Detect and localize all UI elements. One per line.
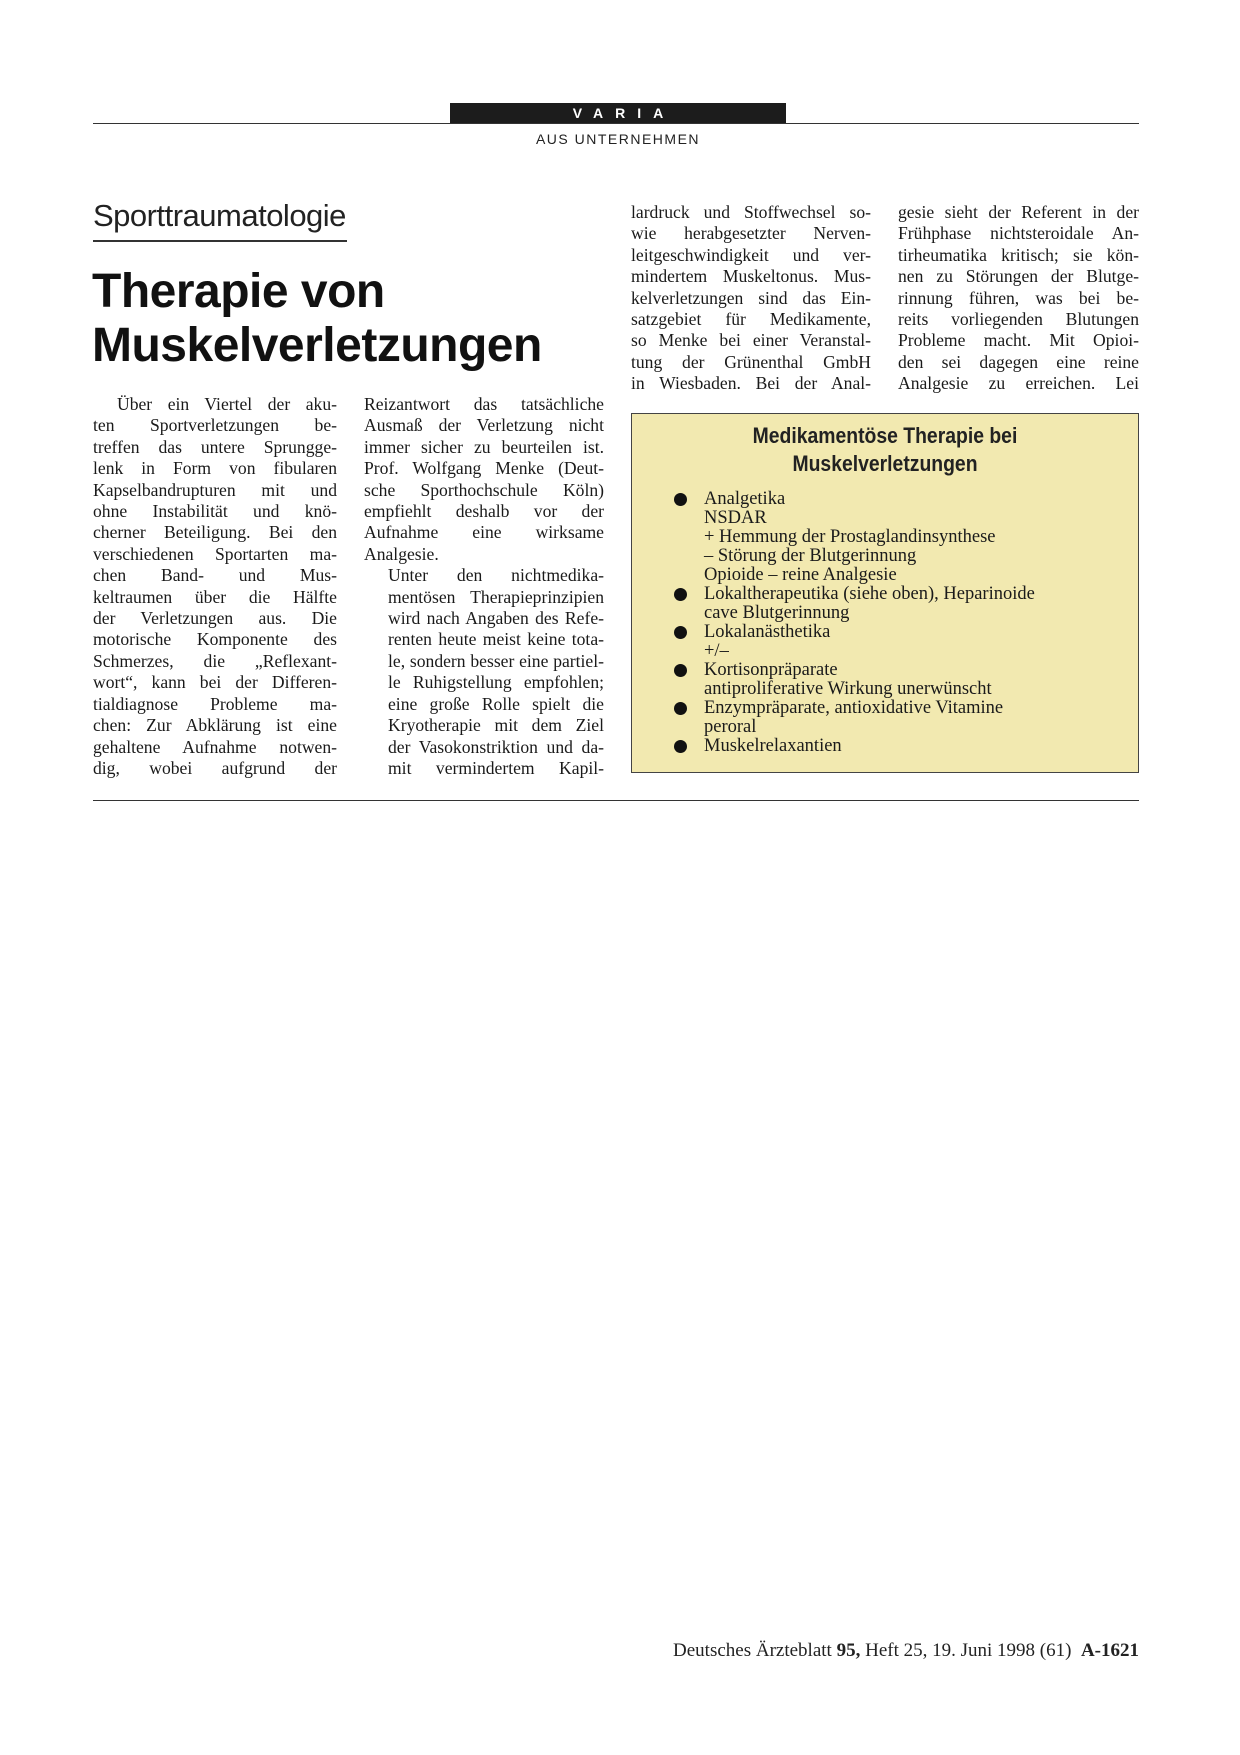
text-line: Kryotherapie mit dem Ziel <box>388 715 604 736</box>
text-line: tung der Grünenthal GmbH <box>631 351 871 372</box>
article-column-1 <box>93 394 337 779</box>
bullet-icon <box>674 493 687 506</box>
box-list-item <box>672 699 1112 737</box>
footer-journal: Deutsches Ärzteblatt <box>673 1640 832 1661</box>
bullet-icon <box>674 664 687 677</box>
headline-line-1: Therapie von <box>92 265 385 318</box>
text-line: Unter den nichtmedika- <box>388 565 604 586</box>
footer-issue: Heft 25, 19. Juni 1998 (61) <box>865 1640 1072 1661</box>
section-banner: VARIA <box>450 103 786 123</box>
box-title-line-1: Medikamentöse Therapie bei <box>752 423 1018 448</box>
text-line: gesie sieht der Referent in der <box>898 202 1139 222</box>
box-item-detail: cave Blutgerinnung <box>704 603 850 623</box>
box-item-detail: antiproliferative Wirkung unerwünscht <box>704 679 992 699</box>
box-item-detail: + Hemmung der Prostaglandinsynthese <box>704 527 996 547</box>
box-list <box>672 490 1112 756</box>
column-2-paragraph-1 <box>364 394 604 565</box>
text-line: kelverletzungen sind das Ein- <box>631 287 871 308</box>
text-line: keltraumen über die Hälfte <box>93 586 337 607</box>
text-line: in Wiesbaden. Bei der Anal- <box>631 373 871 394</box>
text-line: Probleme macht. Mit Opioi- <box>898 330 1139 351</box>
text-line: immer sicher zu beurteilen ist. <box>364 436 604 457</box>
box-list-item <box>672 737 1112 756</box>
box-item-detail: peroral <box>704 717 757 737</box>
headline-line-2: Muskelverletzungen <box>92 319 542 372</box>
bullet-icon <box>674 740 687 753</box>
text-line: tirheumatika kritisch; sie kön- <box>898 244 1139 265</box>
text-line: tialdiagnose Probleme ma- <box>93 693 337 714</box>
column-2-paragraph-2 <box>364 565 604 779</box>
text-line: verschiedenen Sportarten ma- <box>93 543 337 564</box>
kicker-underline <box>93 240 347 242</box>
box-item-detail: NSDAR <box>704 508 767 528</box>
text-line: le Ruhigstellung empfohlen; <box>388 672 604 693</box>
box-title-line-2: Muskelverletzungen <box>792 451 978 476</box>
text-line: Kapselbandrupturen mit und <box>93 479 337 500</box>
box-item-label: Lokaltherapeutika (siehe oben), Heparinoide <box>704 584 1035 604</box>
text-line: motorische Komponente des <box>93 629 337 650</box>
article-bottom-rule <box>93 800 1139 801</box>
box-item-detail: +/– <box>704 641 729 661</box>
text-line: so Menke bei einer Veranstal- <box>631 330 871 351</box>
article-headline <box>92 265 612 373</box>
therapy-info-box <box>631 413 1139 773</box>
text-line: dig, wobei aufgrund der <box>93 757 337 778</box>
box-item-label: Muskelrelaxantien <box>704 736 842 756</box>
box-item-label: Lokalanästhetika <box>704 622 831 642</box>
text-line: ohne Instabilität und knö- <box>93 501 337 522</box>
text-line: gehaltene Aufnahme notwen- <box>93 736 337 757</box>
box-list-item <box>672 490 1112 585</box>
text-line: Aufnahme eine wirksame <box>364 522 604 543</box>
text-line: der Verletzungen aus. Die <box>93 608 337 629</box>
text-line: der Vasokonstriktion und da- <box>388 736 604 757</box>
text-line: rinnung führen, was bei be- <box>898 287 1139 308</box>
text-line: Schmerzes, die „Reflexant- <box>93 650 337 671</box>
text-line: eine große Rolle spielt die <box>388 693 604 714</box>
text-line: mit vermindertem Kapil- <box>388 757 604 778</box>
bullet-icon <box>674 702 687 715</box>
text-line: reits vorliegenden Blutungen <box>898 309 1139 330</box>
subsection-label: AUS UNTERNEHMEN <box>535 131 701 147</box>
text-line: Reizantwort das tatsächliche <box>364 394 604 414</box>
text-line: wort“, kann bei der Differen- <box>93 672 337 693</box>
text-line: renten heute meist keine tota- <box>388 629 604 650</box>
box-item-label: Kortisonpräparate <box>704 660 838 680</box>
text-line: den sei dagegen eine reine <box>898 351 1139 372</box>
text-line: chen Band- und Mus- <box>93 565 337 586</box>
box-item-label: Enzympräparate, antioxidative Vitamine <box>704 698 1004 718</box>
text-line: wie herabgesetzter Nerven- <box>631 223 871 244</box>
article-column-2 <box>364 394 604 779</box>
box-list-item <box>672 623 1112 661</box>
box-title <box>662 422 1107 478</box>
text-line: Analgesie. <box>364 543 439 564</box>
text-line: lenk in Form von fibularen <box>93 458 337 479</box>
text-line: cherner Beteiligung. Bei den <box>93 522 337 543</box>
text-line: chen: Zur Abklärung ist eine <box>93 715 337 736</box>
text-line: ten Sportverletzungen be- <box>93 415 337 436</box>
text-line: satzgebiet für Medikamente, <box>631 309 871 330</box>
text-line: Über ein Viertel der aku- <box>117 394 337 414</box>
text-line: empfiehlt deshalb vor der <box>364 501 604 522</box>
text-line: mentösen Therapieprinzipien <box>388 586 604 607</box>
text-line: treffen das untere Sprungge- <box>93 436 337 457</box>
box-item-label: Analgetika <box>704 489 786 509</box>
text-line: Frühphase nichtsteroidale An- <box>898 223 1139 244</box>
box-item-detail: – Störung der Blutgerinnung <box>704 546 917 566</box>
page-footer <box>673 1640 1139 1662</box>
article-kicker: Sporttraumatologie <box>93 198 346 233</box>
text-line: lardruck und Stoffwechsel so- <box>631 202 871 222</box>
text-line: Prof. Wolfgang Menke (Deut- <box>364 458 604 479</box>
footer-volume: 95, <box>836 1640 861 1661</box>
bullet-icon <box>674 588 687 601</box>
article-column-3 <box>631 202 871 395</box>
box-item-detail: Opioide – reine Analgesie <box>704 565 897 585</box>
article-column-4 <box>898 202 1139 395</box>
text-line: wird nach Angaben des Refe- <box>388 608 604 629</box>
box-list-item <box>672 661 1112 699</box>
text-line: leitgeschwindigkeit und ver- <box>631 244 871 265</box>
text-line: le, sondern besser eine partiel- <box>388 650 604 671</box>
header-rule <box>93 123 1139 124</box>
text-line: nen zu Störungen der Blutge- <box>898 266 1139 287</box>
text-line: Analgesie zu erreichen. Lei <box>898 373 1139 394</box>
box-list-item <box>672 585 1112 623</box>
text-line: sche Sporthochschule Köln) <box>364 479 604 500</box>
bullet-icon <box>674 626 687 639</box>
text-line: Ausmaß der Verletzung nicht <box>364 415 604 436</box>
footer-page-number: A-1621 <box>1080 1640 1139 1661</box>
text-line: mindertem Muskeltonus. Mus- <box>631 266 871 287</box>
